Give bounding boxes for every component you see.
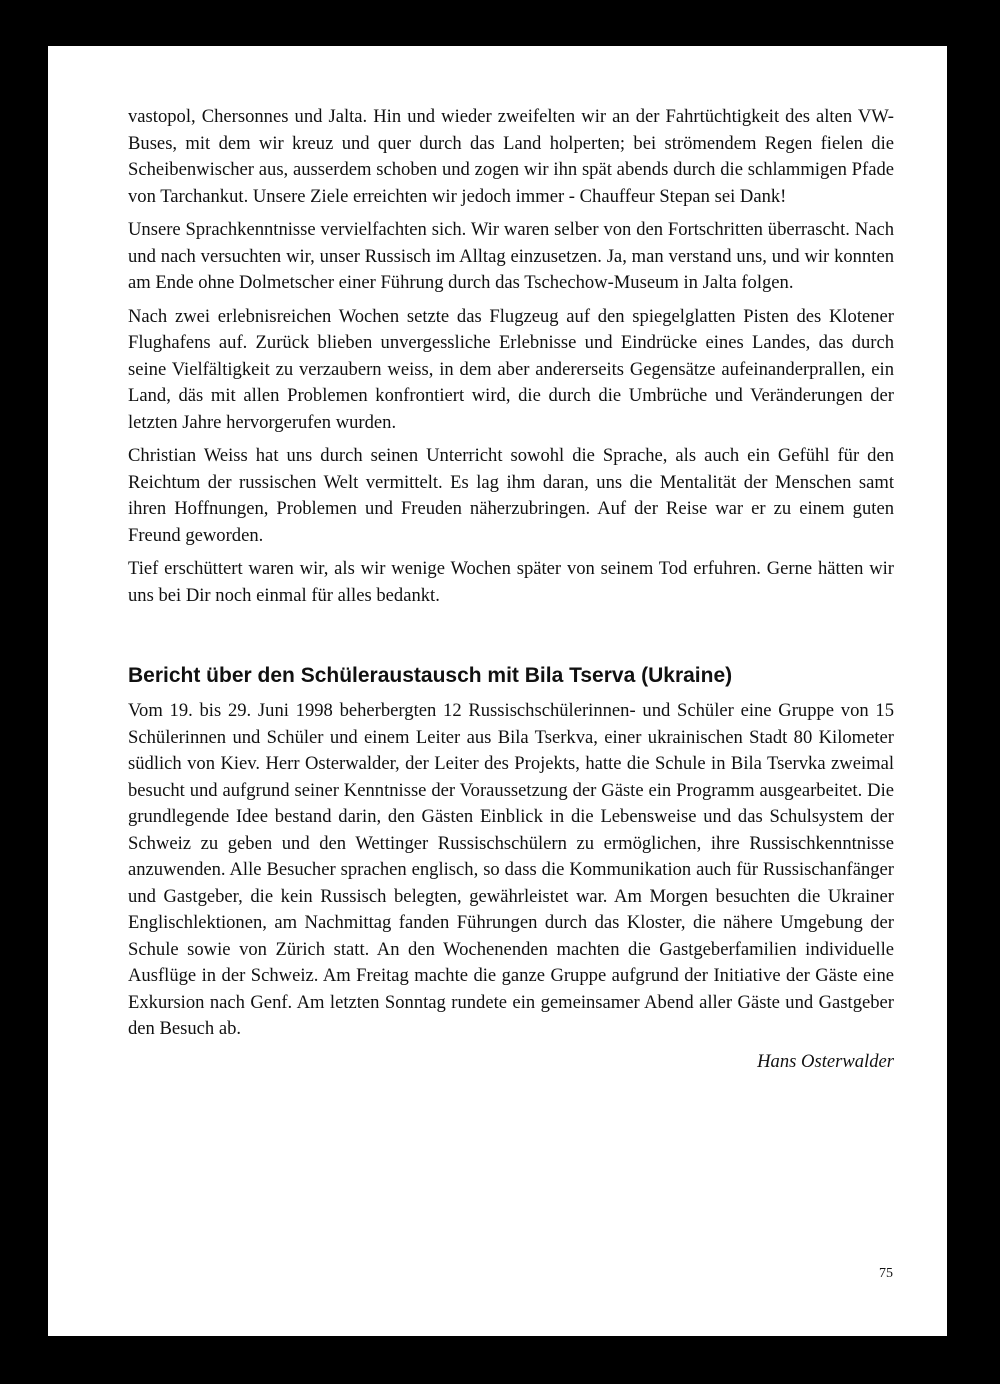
- page-number: 75: [879, 1266, 893, 1281]
- paragraph-travel-continuation: vastopol, Chersonnes und Jalta. Hin und wieder zweifelten wir an der Fahrtüchtigkeit des alten VW-Buses, mit dem wir kreuz und quer durch das Land holperten; bei strömendem Regen fielen die Scheibenwischer aus, ausserdem schoben und zogen wir ihn spät abends durch die schlammigen Pfade von Tarchankut. Unsere Ziele erreichten wir jedoch immer - Chauffeur Stepan sei Dank!: [128, 106, 894, 207]
- author-signature: Hans Osterwalder: [757, 1050, 894, 1072]
- document-page: [48, 46, 947, 1336]
- paragraph-christian-weiss: Christian Weiss hat uns durch seinen Unterricht sowohl die Sprache, als auch ein Gefühl für den Reichtum der russischen Welt vermittelt. Es lag ihm daran, uns die Mentalität der Menschen samt ihren Hoffnungen, Problemen und Freuden näherzubringen. Auf der Reise war er zu einem guten Freund geworden.: [128, 445, 894, 546]
- paragraph-language-skills: Unsere Sprachkenntnisse vervielfachten sich. Wir waren selber von den Fortschritten überrascht. Nach und nach versuchten wir, unser Russisch im Alltag einzusetzen. Ja, man verstand uns, und wir konnten am Ende ohne Dolmetscher einer Führung durch das Tschechow-Museum in Jalta folgen.: [128, 219, 894, 293]
- paragraph-memorial: Tief erschüttert waren wir, als wir wenige Wochen später von seinem Tod erfuhren. Gerne hätten wir uns bei Dir noch einmal für alles bedankt.: [128, 558, 894, 606]
- section-heading: Bericht über den Schüleraustausch mit Bila Tserva (Ukraine): [128, 664, 733, 687]
- paragraph-return-flight: Nach zwei erlebnisreichen Wochen setzte das Flugzeug auf den spiegelglatten Pisten des Klotener Flughafens auf. Zurück blieben unvergessliche Erlebnisse und Eindrücke eines Landes, das durch seine Vielfältigkeit zu verzaubern weiss, in dem aber andererseits Gegensätze aufeinanderprallen, ein Land, däs mit allen Problemen konfrontiert wird, die durch die Umbrüche und Veränderungen der letzten Jahre hervorgerufen wurden.: [128, 305, 894, 433]
- text-column: [128, 104, 894, 1075]
- paragraph-exchange-report: Vom 19. bis 29. Juni 1998 beherbergten 12 Russischschülerinnen- und Schüler eine Gruppe von 15 Schülerinnen und Schüler und einem Leiter aus Bila Tserkva, einer ukrainischen Stadt 80 Kilometer südlich von Kiev. Herr Osterwalder, der Leiter des Projekts, hatte die Schule in Bila Tservka zweimal besucht und aufgrund seiner Kenntnisse der Voraussetzung der Gäste ein Programm ausgearbeitet. Die grundlegende Idee bestand darin, den Gästen Einblick in die Lebensweise und das Schulsystem der Schweiz zu geben und den Wettinger Russischschülern zu ermöglichen, ihre Russischkenntnisse anzuwenden. Alle Besucher sprachen englisch, so dass die Kommunikation auch für Russischanfänger und Gastgeber, die kein Russisch belegten, gewährleistet war. Am Morgen besuchten die Ukrainer Englischlektionen, am Nachmittag fanden Führungen durch das Kloster, die nähere Umgebung der Schule sowie von Zürich statt. An den Wochenenden machten die Gastgeberfamilien individuelle Ausflüge in der Schweiz. Am Freitag machte die ganze Gruppe aufgrund der Initiative der Gäste eine Exkursion nach Genf. Am letzten Sonntag rundete ein gemeinsamer Abend aller Gäste und Gastgeber den Besuch ab.: [128, 700, 894, 1039]
